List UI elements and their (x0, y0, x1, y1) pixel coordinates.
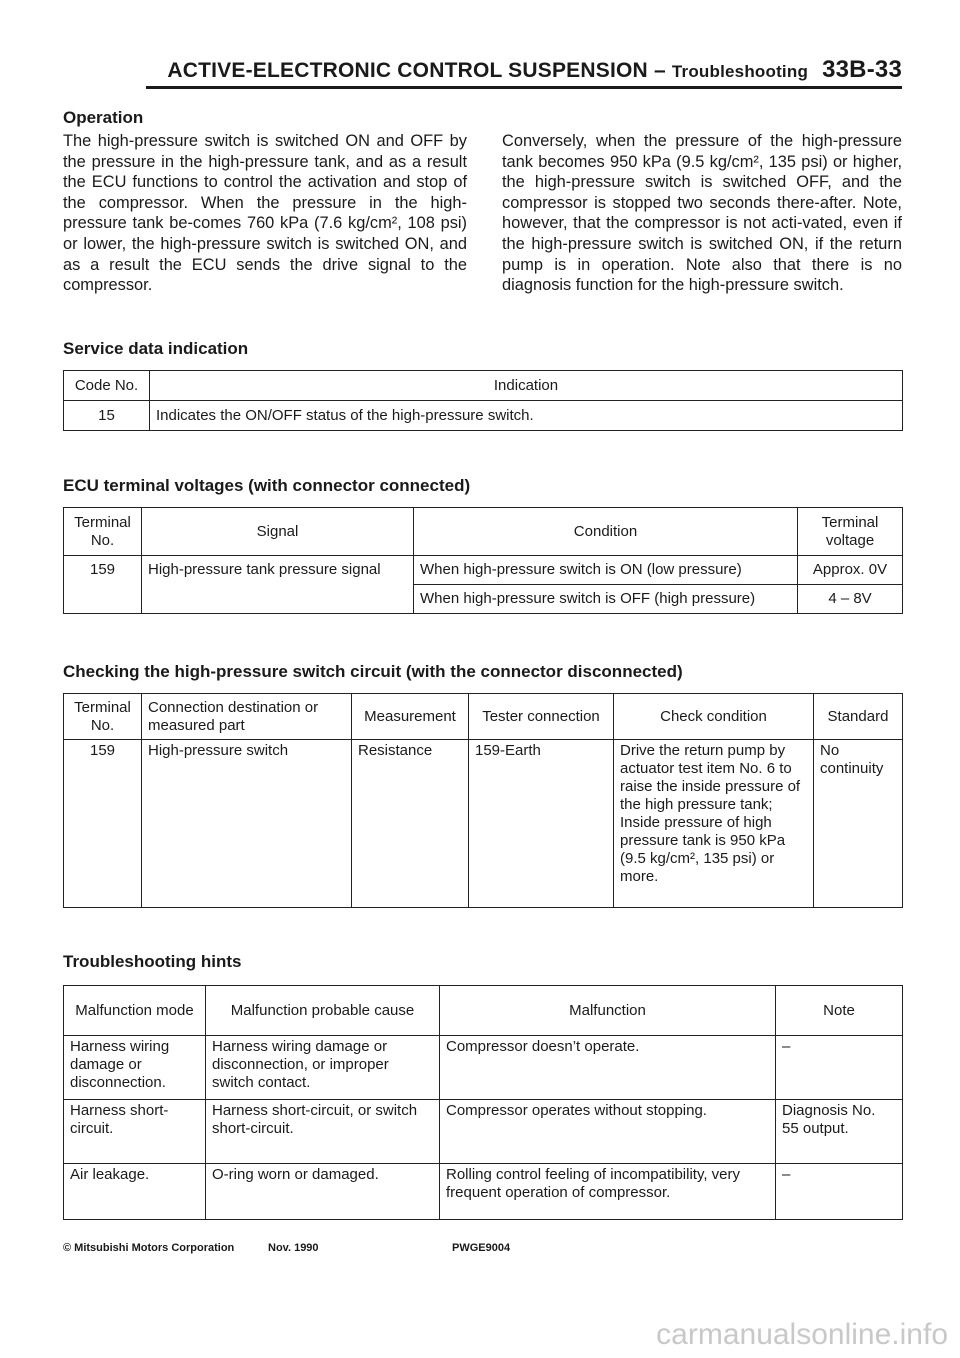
page-number: 33B-33 (822, 56, 902, 83)
ecu-voltage-off: 4 – 8V (798, 585, 903, 614)
check-measurement-value: Resistance (352, 740, 469, 908)
header-title: ACTIVE-ELECTRONIC CONTROL SUSPENSION (167, 59, 648, 82)
hints-heading: Troubleshooting hints (63, 952, 242, 971)
hints-header-mode: Malfunction mode (64, 986, 206, 1036)
service-indication-value: Indicates the ON/OFF status of the high-pressure switch. (150, 401, 903, 431)
ecu-condition-off: When high-pressure switch is OFF (high pressure) (414, 585, 798, 614)
header-rule (146, 86, 902, 89)
service-code-value: 15 (64, 401, 150, 431)
footer-code: PWGE9004 (452, 1242, 511, 1254)
ecu-signal-cell-empty (142, 585, 414, 614)
ecu-terminal-cell-empty (64, 585, 142, 614)
circuit-check-table (63, 693, 903, 908)
table-row (64, 585, 903, 614)
ecu-voltage-table (63, 507, 903, 614)
header-subtitle: Troubleshooting (671, 62, 809, 81)
hint-malfunction: Compressor doesn’t operate. (440, 1036, 776, 1100)
ecu-voltage-on: Approx. 0V (798, 556, 903, 585)
footer-copyright: © Mitsubishi Motors Corporation (63, 1242, 235, 1254)
check-header-terminal: Terminal No. (64, 694, 142, 740)
watermark: carmanualsonline.info (656, 1318, 948, 1351)
circuit-check-heading: Checking the high-pressure switch circuit (with the connector disconnected) (63, 662, 683, 681)
ecu-condition-on: When high-pressure switch is ON (low pressure) (414, 556, 798, 585)
hints-header-note: Note (776, 986, 903, 1036)
ecu-voltage-heading: ECU terminal voltages (with connector connected) (63, 476, 471, 495)
check-header-tester: Tester connection (469, 694, 614, 740)
ecu-terminal-value: 159 (64, 556, 142, 585)
table-row (64, 1164, 903, 1220)
hint-mode: Harness short-circuit. (64, 1100, 206, 1164)
check-terminal-value: 159 (64, 740, 142, 908)
hint-cause: Harness short-circuit, or switch short-circuit. (206, 1100, 440, 1164)
hint-malfunction: Compressor operates without stopping. (440, 1100, 776, 1164)
check-tester-value: 159-Earth (469, 740, 614, 908)
operation-heading: Operation (63, 108, 144, 127)
table-row (64, 401, 903, 431)
check-header-standard: Standard (814, 694, 903, 740)
service-data-heading: Service data indication (63, 339, 249, 358)
ecu-header-condition: Condition (414, 508, 798, 556)
service-header-code: Code No. (64, 371, 150, 401)
operation-right-text: Conversely, when the pressure of the high-pressure tank becomes 950 kPa (9.5 kg/cm², 135 psi) or higher, the high-pressure switch is switched OFF, and the compressor is stopped two seconds there-after. Note, however, that the compressor is not acti-vated, even if the high-pressure switch is switched ON, if the return pump is in operation. Note also that there is no diagnosis function for the high-pressure switch. (502, 132, 902, 295)
hint-note: – (776, 1164, 903, 1220)
check-condition-value: Drive the return pump by actuator test item No. 6 to raise the inside pressure of the high pressure tank; Inside pressure of high pressure tank is 950 kPa (9.5 kg/cm², 135 psi) or more. (614, 740, 814, 908)
operation-left-text: The high-pressure switch is switched ON and OFF by the pressure in the high-pressure tank, and as a result the ECU functions to control the activation and stop of the compressor. When the pressure in the high-pressure tank be-comes 760 kPa (7.6 kg/cm², 108 psi) or lower, the high-pressure switch is switched ON, and as a result the ECU sends the drive signal to the compressor. (63, 132, 467, 295)
check-header-measurement: Measurement (352, 694, 469, 740)
table-row (64, 1036, 903, 1100)
hint-malfunction: Rolling control feeling of incompatibility, very frequent operation of compressor. (440, 1164, 776, 1220)
service-header-indication: Indication (150, 371, 903, 401)
hints-table (63, 985, 903, 1220)
check-header-condition: Check condition (614, 694, 814, 740)
page-header (140, 56, 902, 84)
hint-note: – (776, 1036, 903, 1100)
hint-mode: Harness wiring damage or disconnection. (64, 1036, 206, 1100)
ecu-header-terminal: Terminal No. (64, 508, 142, 556)
table-row (64, 556, 903, 585)
ecu-header-signal: Signal (142, 508, 414, 556)
ecu-header-voltage: Terminal voltage (798, 508, 903, 556)
service-data-table (63, 370, 903, 431)
hint-mode: Air leakage. (64, 1164, 206, 1220)
hint-cause: O-ring worn or damaged. (206, 1164, 440, 1220)
header-separator: – (653, 59, 666, 82)
footer-date: Nov. 1990 (268, 1242, 319, 1254)
check-header-destination: Connection destination or measured part (142, 694, 352, 740)
hint-note: Diagnosis No. 55 output. (776, 1100, 903, 1164)
table-row (64, 740, 903, 908)
ecu-signal-value: High-pressure tank pressure signal (142, 556, 414, 585)
check-standard-value: No continuity (814, 740, 903, 908)
table-row (64, 1100, 903, 1164)
check-destination-value: High-pressure switch (142, 740, 352, 908)
hints-header-malfunction: Malfunction (440, 986, 776, 1036)
hints-header-cause: Malfunction probable cause (206, 986, 440, 1036)
hint-cause: Harness wiring damage or disconnection, or improper switch contact. (206, 1036, 440, 1100)
